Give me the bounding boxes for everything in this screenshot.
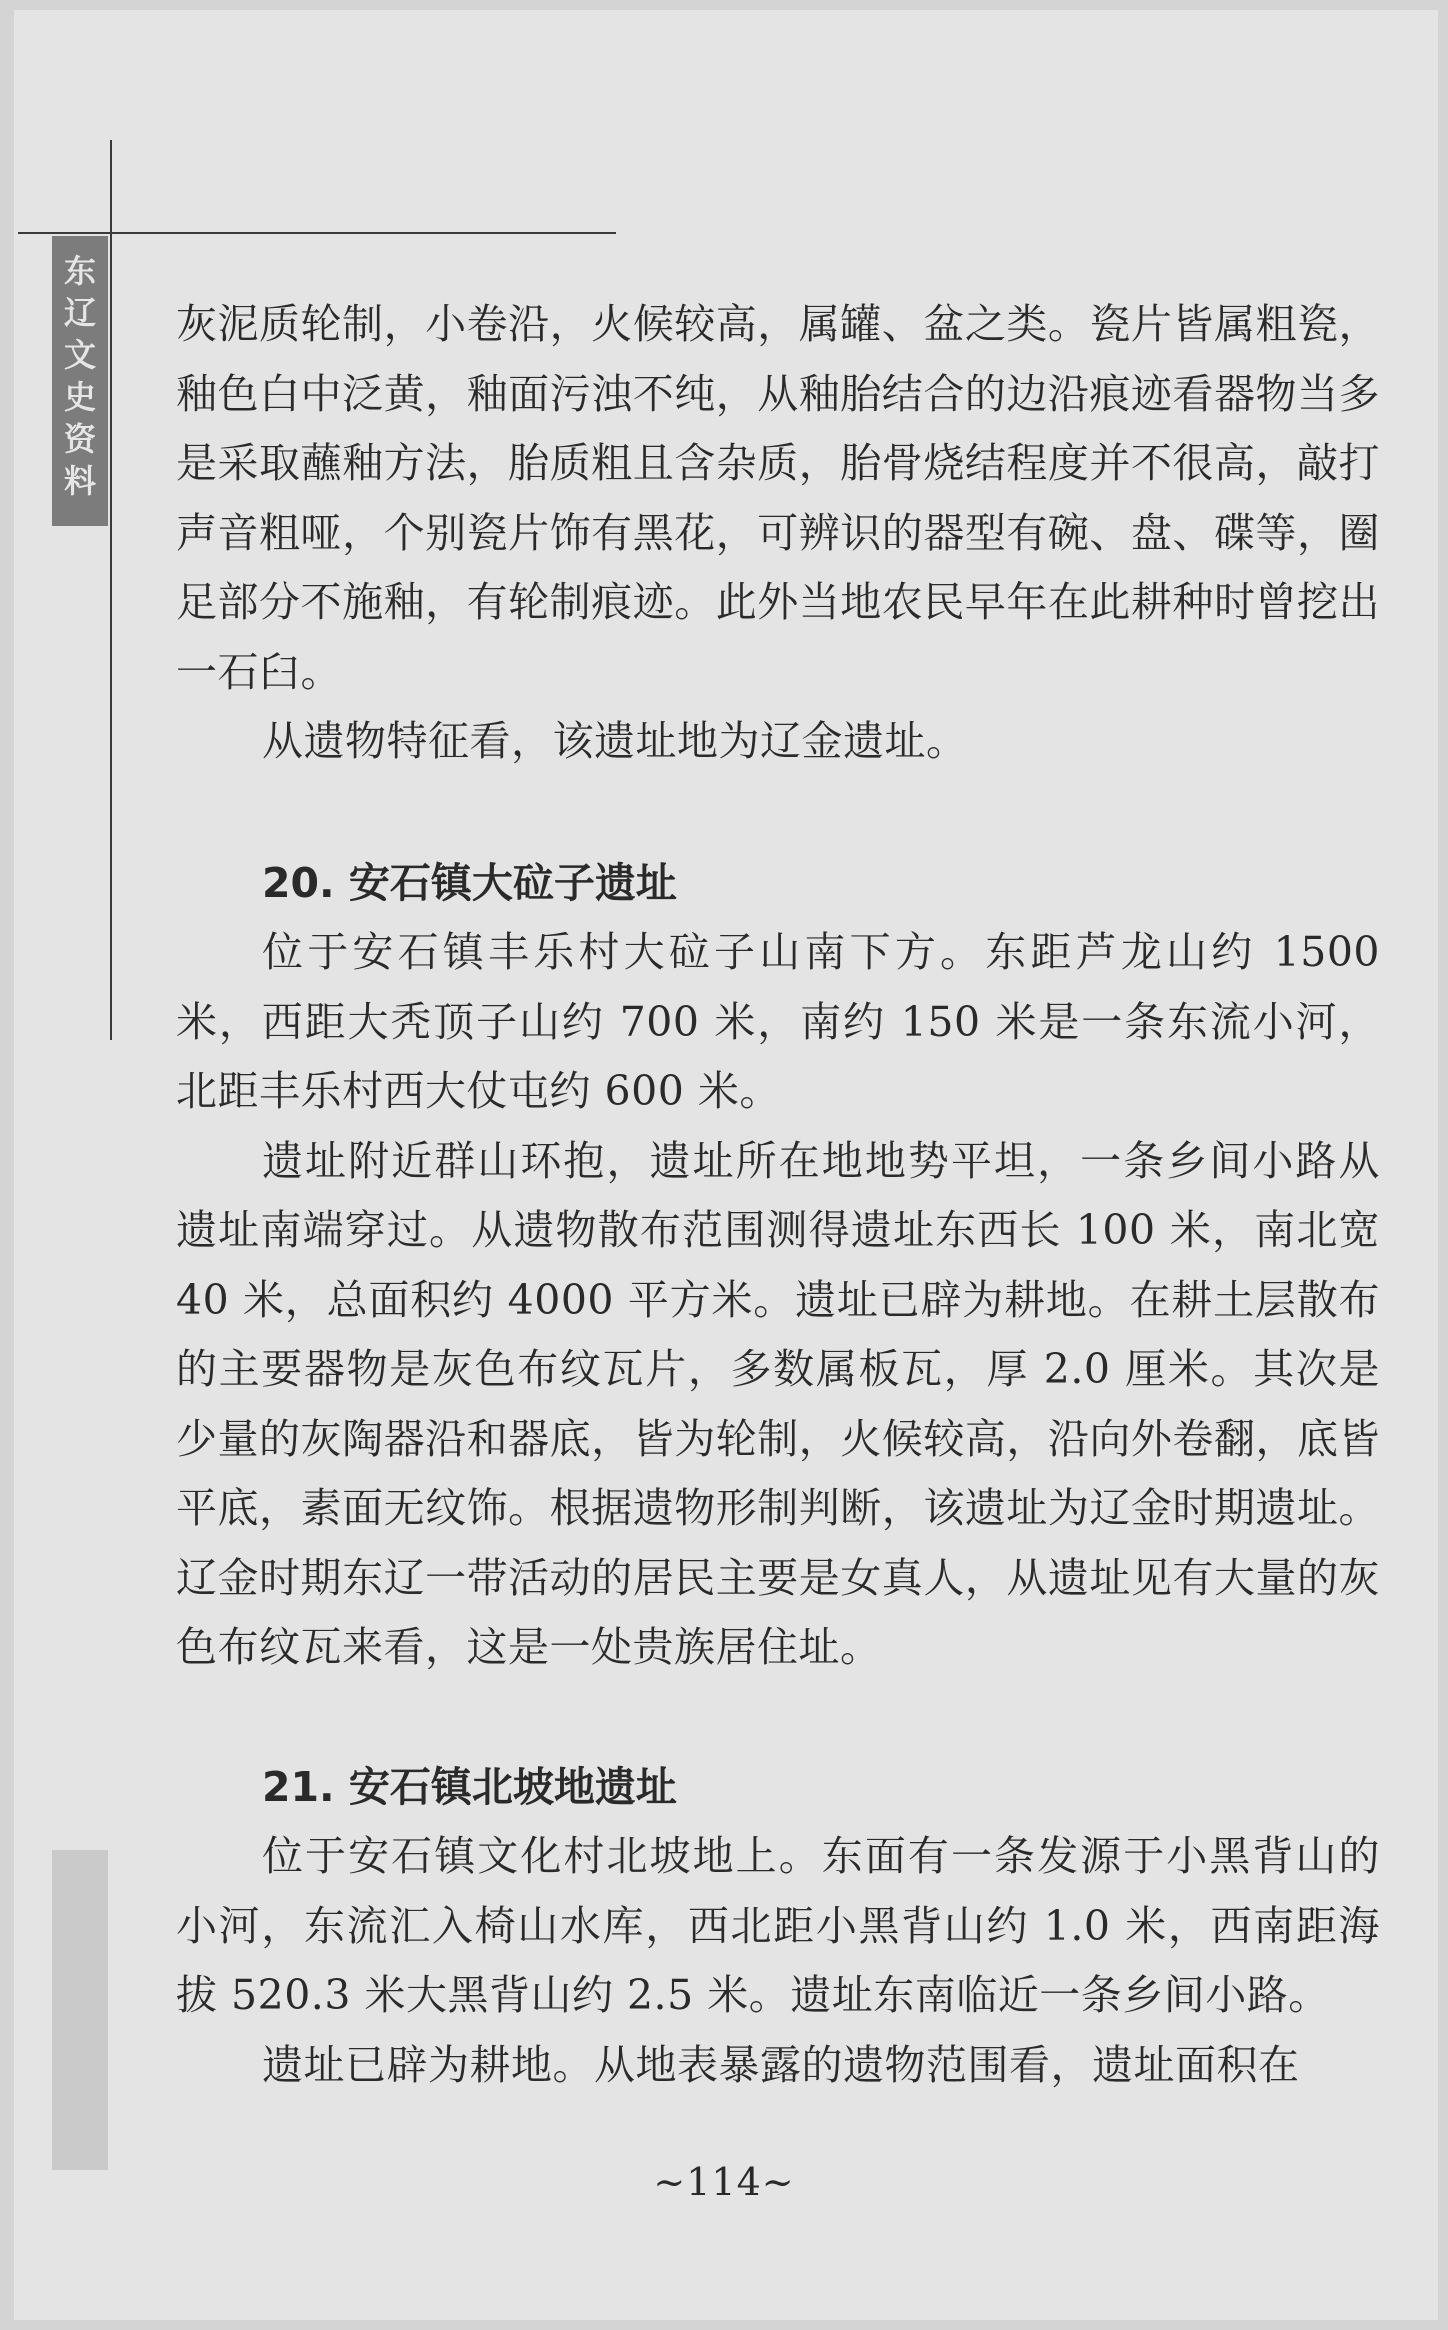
side-tab-char: 料	[63, 462, 96, 500]
paragraph: 遗址附近群山环抱，遗址所在地地势平坦，一条乡间小路从遗址南端穿过。从遗物散布范围测得遗址东西长 100 米，南北宽 40 米，总面积约 4000 平方米。遗址已辟为耕地。在耕土层散布的主要器物是灰色布纹瓦片，多数属板瓦，厚 2.0 厘米。其次是少量的灰陶器沿和器底，皆为轮制，火候较高，沿向外卷翻，底皆平底，素面无纹饰。根据遗物形制判断，该遗址为辽金时期遗址。辽金时期东辽一带活动的居民主要是女真人，从遗址见有大量的灰色布纹瓦来看，这是一处贵族居住址。	[176, 1136, 1380, 1671]
side-tab-char: 东	[63, 252, 96, 290]
section-heading-20: 20. 安石镇大砬子遗址	[262, 858, 677, 907]
section-heading-21: 21. 安石镇北坡地遗址	[262, 1762, 677, 1811]
header-rule	[18, 232, 616, 234]
margin-stain	[52, 1850, 108, 2170]
page-number: ~114~	[653, 2160, 795, 2204]
paragraph: 位于安石镇丰乐村大砬子山南下方。东距芦龙山约 1500 米，西距大秃顶子山约 700 米，南约 150 米是一条东流小河，北距丰乐村西大仗屯约 600 米。	[176, 928, 1380, 1115]
side-tab-char: 史	[63, 378, 96, 416]
side-tab-char: 辽	[63, 294, 96, 332]
side-tab-series-title	[52, 236, 108, 526]
side-tab-char: 资	[63, 420, 96, 458]
margin-rule	[110, 140, 112, 1040]
paragraph: 位于安石镇文化村北坡地上。东面有一条发源于小黑背山的小河，东流汇入椅山水库，西北距小黑背山约 1.0 米，西南距海拔 520.3 米大黑背山约 2.5 米。遗址东南临近一条乡间小路。	[176, 1832, 1380, 2019]
paragraph: 灰泥质轮制，小卷沿，火候较高，属罐、盆之类。瓷片皆属粗瓷，釉色白中泛黄，釉面污浊不纯，从釉胎结合的边沿痕迹看器物当多是采取蘸釉方法，胎质粗且含杂质，胎骨烧结程度并不很高，敲打声音粗哑，个别瓷片饰有黑花，可辨识的器型有碗、盘、碟等，圈足部分不施釉，有轮制痕迹。此外当地农民早年在此耕种时曾挖出一石臼。	[176, 300, 1380, 696]
page-body	[176, 290, 1380, 2100]
side-tab-char: 文	[63, 336, 96, 374]
paragraph: 从遗物特征看，该遗址地为辽金遗址。	[262, 717, 968, 765]
paragraph: 遗址已辟为耕地。从地表暴露的遗物范围看，遗址面积在	[262, 2040, 1300, 2089]
